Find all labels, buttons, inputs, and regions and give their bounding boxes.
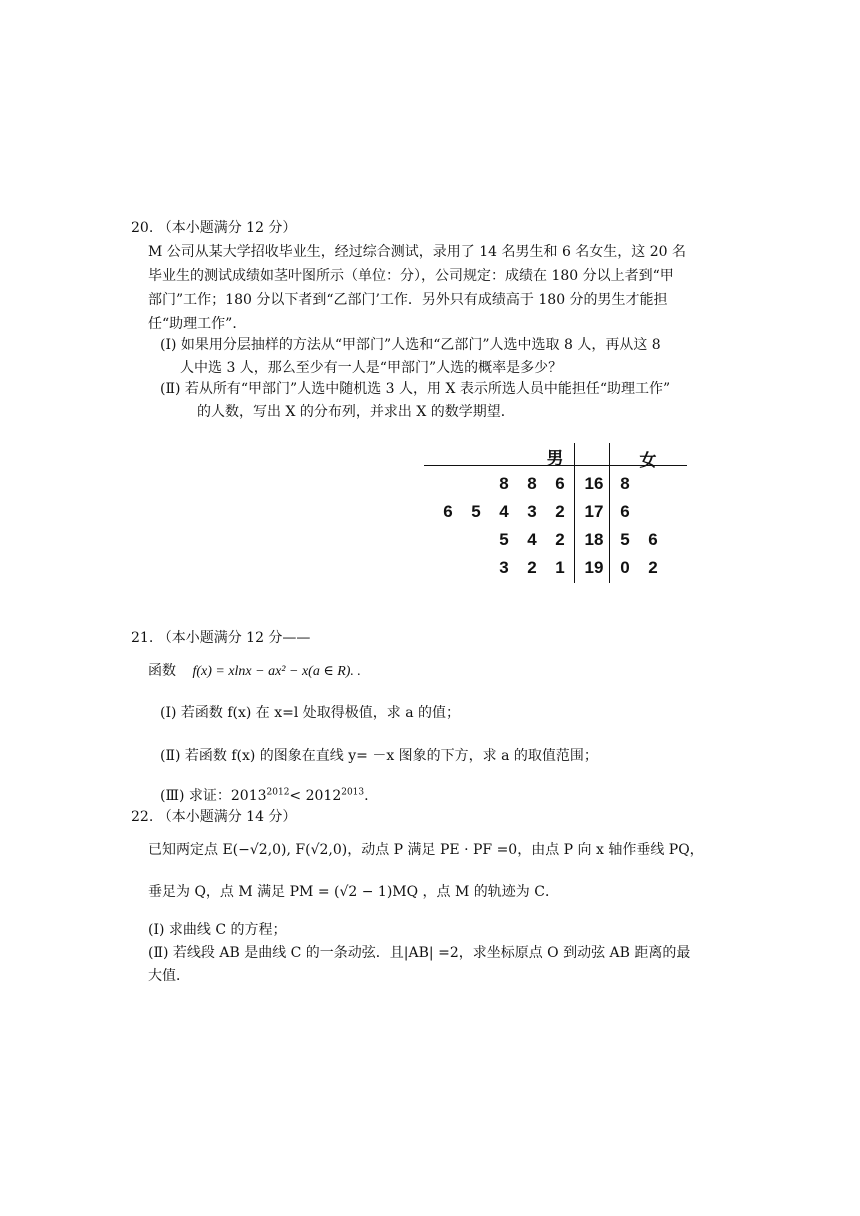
male-leaf: 1 <box>555 558 565 577</box>
male-leaf: 3 <box>527 502 537 521</box>
q21-function-formula: f(x) = xlnx − ax² − x(a ∈ R). . <box>192 664 361 679</box>
q20-part1-line: (I) 如果用分层抽样的方法从“甲部门”人选和“乙部门”人选中选取 8 人，再从这 8 <box>160 337 661 353</box>
female-leaf: 6 <box>620 502 630 521</box>
q22-part1: (I) 求曲线 C 的方程； <box>148 922 287 938</box>
q20-body-line: 部门”工作；180 分以下者到“乙部门’工作．另外只有成绩高于 180 分的男生才能担 <box>148 292 668 308</box>
female-label: 女 <box>639 451 657 470</box>
female-leaf: 8 <box>620 474 630 493</box>
male-label: 男 <box>546 449 564 468</box>
q22-line1: 已知两定点 E(−√2,0), F(√2,0)，动点 P 满足 PE · PF =0，由点 P 向 x 轴作垂线 PQ， <box>148 842 704 858</box>
female-leaf: 2 <box>648 558 658 577</box>
exponent: 2013 <box>341 787 365 798</box>
stem-value: 17 <box>584 502 604 521</box>
male-leaf: 2 <box>555 502 565 521</box>
q21-function-prefix: 函数 <box>148 663 176 679</box>
male-leaf: 6 <box>443 502 453 521</box>
male-leaf: 2 <box>555 530 565 549</box>
q20-part1-line: 人中选 3 人，那么至少有一人是“甲部门”人选的概率是多少？ <box>180 360 563 376</box>
q21-function <box>148 661 361 682</box>
stem-value: 19 <box>584 558 604 577</box>
male-leaf: 3 <box>499 558 509 577</box>
q21-part2: (Ⅱ) 若函数 f(x) 的图象在直线 y= －x 图象的下方，求 a 的取值范围； <box>160 748 598 764</box>
female-leaf: 0 <box>620 558 630 577</box>
q22-part2-line: (Ⅱ) 若线段 AB 是曲线 C 的一条动弦．且|AB| =2，求坐标原点 O 到动弦 AB 距离的最 <box>148 945 691 961</box>
male-leaf: 8 <box>499 474 509 493</box>
male-leaf: 5 <box>499 530 509 549</box>
male-leaf: 8 <box>527 474 537 493</box>
q20-body-line: 毕业生的测试成绩如茎叶图所示（单位：分），公司规定：成绩在 180 分以上者到“甲 <box>148 268 674 284</box>
q20-part2-line: (Ⅱ) 若从所有“甲部门”人选中随机选 3 人，用 X 表示所选人员中能担任“助理工作” <box>160 381 671 397</box>
stem-leaf-plot <box>424 438 694 588</box>
q21-part1: (I) 若函数 f(x) 在 x=l 处取得极值，求 a 的值； <box>160 705 461 721</box>
q20-header: 20. （本小题满分 12 分） <box>131 220 297 236</box>
stem-value: 16 <box>584 474 604 493</box>
male-leaf: 4 <box>499 502 509 521</box>
q21-header: 21. （本小题满分 12 分—— <box>131 630 311 646</box>
q20-part2-line: 的人数，写出 X 的分布列，并求出 X 的数学期望． <box>197 404 515 420</box>
q20-body-line: M 公司从某大学招收毕业生，经过综合测试，录用了 14 名男生和 6 名女生，这 20 名 <box>148 244 687 260</box>
q21-part3: (Ⅲ) 求证：$2013^{2012}< 2012^{2013}$. <box>160 787 369 804</box>
male-leaf: 6 <box>555 474 565 493</box>
female-leaf: 5 <box>620 530 630 549</box>
male-leaf: 5 <box>471 502 481 521</box>
stem-divider-right <box>609 443 610 583</box>
stem-divider-left <box>574 443 575 583</box>
male-leaf: 4 <box>527 530 537 549</box>
female-leaf: 6 <box>648 530 658 549</box>
q20-body-line: 任“助理工作”． <box>148 316 247 332</box>
exponent: 2012 <box>266 787 290 798</box>
male-leaf: 2 <box>527 558 537 577</box>
stem-value: 18 <box>584 530 604 549</box>
q22-line2: 垂足为 Q，点 M 满足 PM = (√2 − 1)MQ ，点 M 的轨迹为 C． <box>148 884 559 900</box>
q22-part2-line: 大值． <box>148 968 190 984</box>
header-rule <box>424 465 687 466</box>
q22-header: 22. （本小题满分 14 分） <box>131 809 297 825</box>
